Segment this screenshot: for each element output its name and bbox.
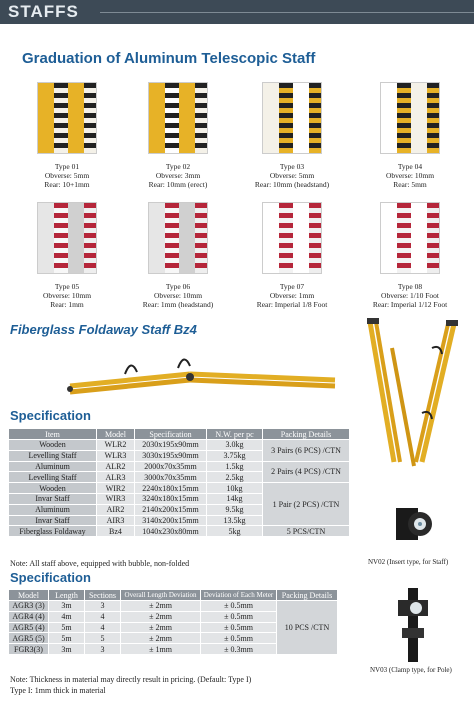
- graduation-thumbnail: [262, 202, 322, 274]
- table-cell: FGR3(3): [9, 644, 49, 655]
- staff-strip: [263, 203, 279, 273]
- graduation-caption-rear: Rear: 10mm (headstand): [254, 180, 330, 189]
- table-cell: 3140x200x15mm: [135, 515, 207, 526]
- graduation-caption-obverse: Obverse: 10mm: [385, 171, 435, 180]
- graduation-caption-obverse: Obverse: 1mm: [269, 291, 315, 300]
- table-cell: 2030x195x90mm: [135, 440, 207, 451]
- graduation-caption-name: Type 05: [54, 282, 80, 291]
- table-cell: 5m: [49, 633, 85, 644]
- nv02-image: [392, 500, 436, 550]
- table-cell: 3: [85, 644, 121, 655]
- staff-strip: [38, 83, 54, 153]
- table-cell: ALR3: [97, 472, 135, 483]
- packing-cell: 5 PCS/CTN: [263, 526, 350, 537]
- spec1-header: Specification: [135, 429, 207, 440]
- spec1-title: Specification: [10, 408, 91, 423]
- staff-strip: [279, 203, 293, 273]
- table-cell: AGR5 (5): [9, 633, 49, 644]
- table-cell: ± 1mm: [121, 644, 201, 655]
- graduation-thumbnail: [148, 82, 208, 154]
- graduation-caption-rear: Rear: Imperial 1/12 Foot: [372, 300, 448, 309]
- staff-strip: [309, 203, 322, 273]
- table-cell: ± 0.5mm: [201, 622, 277, 633]
- table-cell: 3: [85, 601, 121, 612]
- table-cell: 4: [85, 611, 121, 622]
- nv02-caption: NV02 (Insert type, for Staff): [368, 558, 449, 566]
- nv03-image: [394, 588, 434, 662]
- graduation-caption: [233, 162, 351, 189]
- staff-strip: [68, 83, 84, 153]
- packing-cell: 10 PCS /CTN: [277, 601, 338, 655]
- graduation-caption-obverse: Obverse: 5mm: [44, 171, 90, 180]
- table-cell: AIR2: [97, 504, 135, 515]
- table-cell: 5kg: [207, 526, 263, 537]
- graduation-caption-rear: Rear: 5mm: [393, 180, 427, 189]
- table-cell: 3.75kg: [207, 450, 263, 461]
- graduation-caption: [351, 282, 469, 309]
- spec2-header: Model: [9, 590, 49, 601]
- table-cell: ± 0.3mm: [201, 644, 277, 655]
- spec1-header: Model: [97, 429, 135, 440]
- table-cell: 10kg: [207, 483, 263, 494]
- table-cell: ± 2mm: [121, 601, 201, 612]
- table-cell: WLR3: [97, 450, 135, 461]
- staff-strip: [179, 83, 195, 153]
- table-cell: 2240x180x15mm: [135, 483, 207, 494]
- staff-strip: [293, 83, 309, 153]
- table-cell: 2140x200x15mm: [135, 504, 207, 515]
- table-cell: Aluminum: [9, 461, 97, 472]
- staff-strip: [309, 83, 322, 153]
- graduation-caption-rear: Rear: 10mm (erect): [148, 180, 208, 189]
- table-cell: Wooden: [9, 483, 97, 494]
- graduation-caption-rear: Rear: 1mm (headstand): [142, 300, 214, 309]
- foldaway-staff-image: [40, 350, 340, 400]
- table-cell: AGR3 (3): [9, 601, 49, 612]
- table-cell: 3m: [49, 601, 85, 612]
- staff-strip: [165, 83, 179, 153]
- graduation-caption-obverse: Obverse: 10mm: [42, 291, 92, 300]
- staff-strip: [411, 83, 427, 153]
- table-cell: Aluminum: [9, 504, 97, 515]
- table-cell: Levelling Staff: [9, 450, 97, 461]
- spec2-header: Sections: [85, 590, 121, 601]
- spec1-table: [8, 428, 350, 537]
- staff-strip: [84, 203, 97, 273]
- graduation-caption-obverse: Obverse: 1/10 Foot: [381, 291, 439, 300]
- table-cell: WIR3: [97, 493, 135, 504]
- table-cell: 1.5kg: [207, 461, 263, 472]
- table-cell: AGR4 (4): [9, 611, 49, 622]
- graduation-caption-obverse: Obverse: 10mm: [153, 291, 203, 300]
- table-cell: ± 2mm: [121, 622, 201, 633]
- spec1-header: Packing Details: [263, 429, 350, 440]
- graduation-caption: [351, 162, 469, 189]
- staff-strip: [54, 203, 68, 273]
- staff-strip: [397, 203, 411, 273]
- graduation-thumbnail: [37, 82, 97, 154]
- header-title: STAFFS: [8, 2, 79, 21]
- spec2-header: Deviation of Each Meter: [201, 590, 277, 601]
- table-cell: 13.5kg: [207, 515, 263, 526]
- staff-strip: [195, 83, 208, 153]
- spec2-note-2: Type I: 1mm thick in material: [10, 686, 106, 695]
- header-rule: [100, 12, 474, 13]
- table-cell: WLR2: [97, 440, 135, 451]
- staff-strip: [293, 203, 309, 273]
- table-cell: Bz4: [97, 526, 135, 537]
- spec2-table: [8, 589, 338, 655]
- staff-strip: [149, 83, 165, 153]
- staff-strip: [195, 203, 208, 273]
- table-row: [9, 526, 350, 537]
- table-row: [9, 483, 350, 494]
- staff-strip: [279, 83, 293, 153]
- table-row: [9, 440, 350, 451]
- table-cell: 2000x70x35mm: [135, 461, 207, 472]
- table-row: [9, 461, 350, 472]
- table-cell: Invar Staff: [9, 493, 97, 504]
- table-cell: Invar Staff: [9, 515, 97, 526]
- table-cell: 9.5kg: [207, 504, 263, 515]
- table-cell: 3m: [49, 644, 85, 655]
- graduation-caption-name: Type 02: [165, 162, 191, 171]
- staff-strip: [397, 83, 411, 153]
- table-cell: 3.0kg: [207, 440, 263, 451]
- spec1-note: Note: All staff above, equipped with bubble, non-folded: [10, 559, 190, 568]
- graduation-caption-obverse: Obverse: 3mm: [155, 171, 201, 180]
- spec2-note-1: Note: Thickness in material may directly result in pricing. (Default: Type I): [10, 675, 252, 684]
- staff-strip: [54, 83, 68, 153]
- table-cell: AGR5 (4): [9, 622, 49, 633]
- table-cell: ± 0.5mm: [201, 611, 277, 622]
- staff-strip: [427, 203, 440, 273]
- table-cell: 4: [85, 622, 121, 633]
- table-cell: 5m: [49, 622, 85, 633]
- staff-strip: [381, 83, 397, 153]
- graduation-caption: [119, 162, 237, 189]
- fiberglass-title: Fiberglass Foldaway Staff Bz4: [10, 322, 197, 337]
- staff-strip: [38, 203, 54, 273]
- graduation-caption: [233, 282, 351, 309]
- table-cell: ± 0.5mm: [201, 601, 277, 612]
- table-cell: ± 2mm: [121, 611, 201, 622]
- graduation-thumbnail: [262, 82, 322, 154]
- graduation-caption-rear: Rear: 1mm: [50, 300, 84, 309]
- graduation-caption-name: Type 06: [165, 282, 191, 291]
- table-cell: Levelling Staff: [9, 472, 97, 483]
- table-cell: 2.5kg: [207, 472, 263, 483]
- graduation-caption: [119, 282, 237, 309]
- packing-cell: 1 Pair (2 PCS) /CTN: [263, 483, 350, 526]
- table-cell: 3000x70x35mm: [135, 472, 207, 483]
- graduation-thumbnail: [380, 82, 440, 154]
- fiberglass-staff-standing-image: [362, 318, 462, 468]
- graduation-caption-name: Type 08: [397, 282, 423, 291]
- graduation-caption-name: Type 03: [279, 162, 305, 171]
- staff-strip: [165, 203, 179, 273]
- graduation-caption-name: Type 04: [397, 162, 423, 171]
- table-cell: 14kg: [207, 493, 263, 504]
- packing-cell: 2 Pairs (4 PCS) /CTN: [263, 461, 350, 483]
- graduation-thumbnail: [37, 202, 97, 274]
- graduation-thumbnail: [148, 202, 208, 274]
- spec1-header: Item: [9, 429, 97, 440]
- table-cell: 5: [85, 633, 121, 644]
- staff-strip: [84, 83, 97, 153]
- packing-cell: 3 Pairs (6 PCS) /CTN: [263, 440, 350, 462]
- table-cell: ± 2mm: [121, 633, 201, 644]
- graduation-thumbnail: [380, 202, 440, 274]
- table-cell: 4m: [49, 611, 85, 622]
- nv03-caption: NV03 (Clamp type, for Pole): [370, 666, 452, 674]
- staff-strip: [427, 83, 440, 153]
- staff-strip: [263, 83, 279, 153]
- spec2-header: Length: [49, 590, 85, 601]
- spec1-header: N.W. per pc: [207, 429, 263, 440]
- table-cell: Fiberglass Foldaway: [9, 526, 97, 537]
- table-cell: 3240x180x15mm: [135, 493, 207, 504]
- staff-strip: [179, 203, 195, 273]
- table-cell: ± 0.5mm: [201, 633, 277, 644]
- table-cell: 3030x195x90mm: [135, 450, 207, 461]
- staff-strip: [411, 203, 427, 273]
- graduation-caption: [8, 282, 126, 309]
- graduation-caption-rear: Rear: Imperial 1/8 Foot: [256, 300, 328, 309]
- graduation-title: Graduation of Aluminum Telescopic Staff: [22, 50, 316, 67]
- graduation-caption: [8, 162, 126, 189]
- staff-strip: [68, 203, 84, 273]
- table-cell: 1040x230x80mm: [135, 526, 207, 537]
- spec2-header: Overall Length Deviation: [121, 590, 201, 601]
- spec2-title: Specification: [10, 570, 91, 585]
- graduation-caption-rear: Rear: 10+1mm: [44, 180, 90, 189]
- table-cell: AIR3: [97, 515, 135, 526]
- graduation-caption-obverse: Obverse: 5mm: [269, 171, 315, 180]
- staff-strip: [381, 203, 397, 273]
- table-row: [9, 601, 338, 612]
- header-bar: [0, 0, 474, 24]
- staff-strip: [149, 203, 165, 273]
- graduation-caption-name: Type 07: [279, 282, 305, 291]
- graduation-caption-name: Type 01: [54, 162, 80, 171]
- table-cell: ALR2: [97, 461, 135, 472]
- table-cell: Wooden: [9, 440, 97, 451]
- spec2-header: Packing Details: [277, 590, 338, 601]
- table-cell: WIR2: [97, 483, 135, 494]
